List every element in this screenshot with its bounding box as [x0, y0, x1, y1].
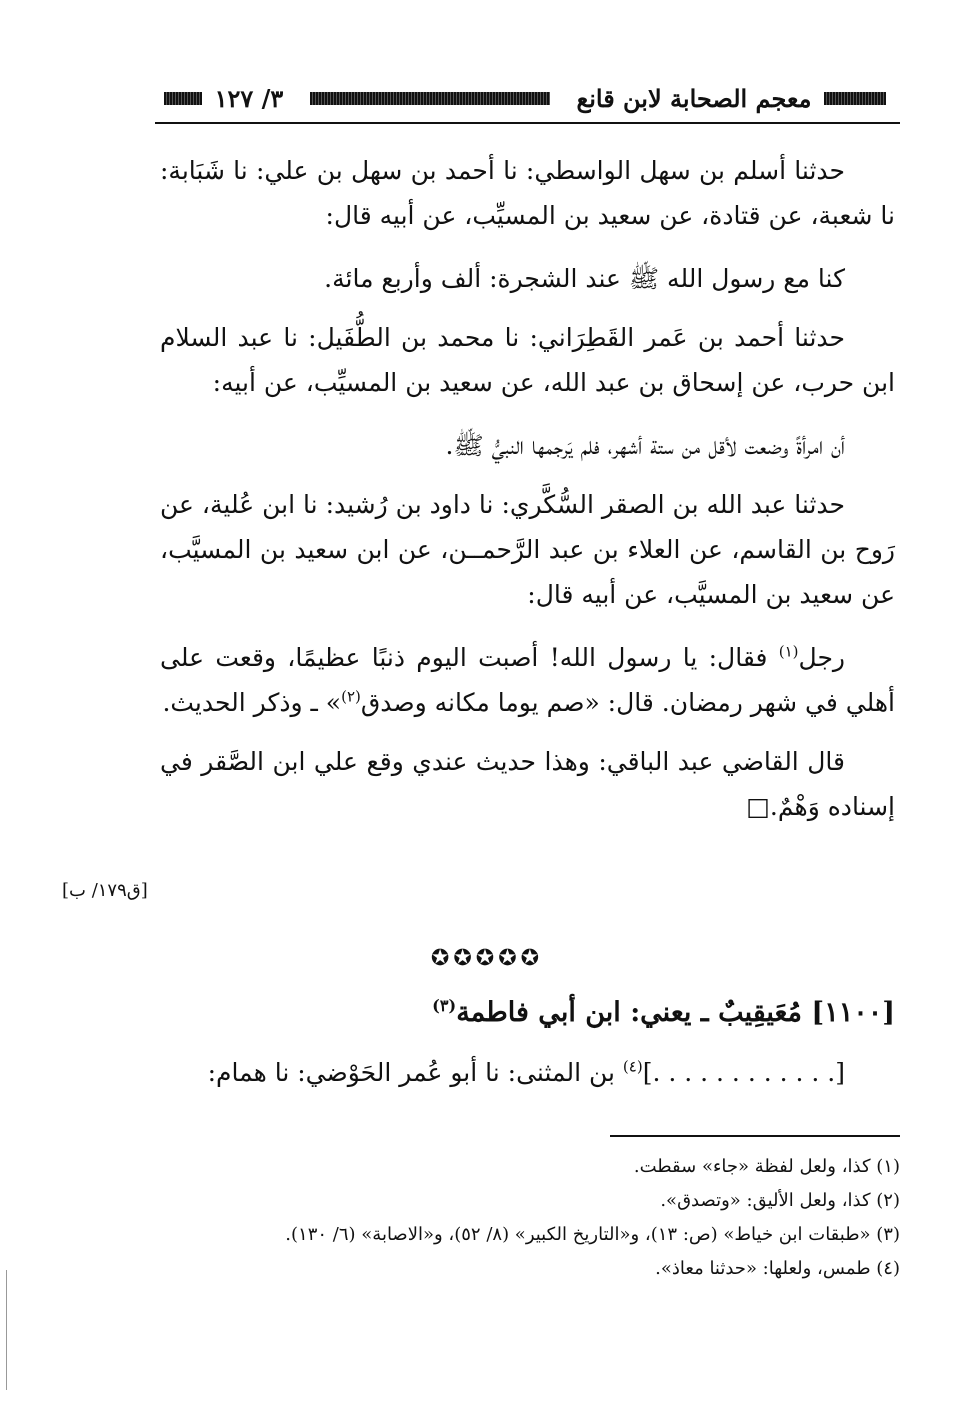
isnad-paragraph-2: حدثنا أحمد بن عَمر القَطِرَاني: نا محمد بن الطُّفَيل: نا عبد السلام ابن حرب، عن إسحاق بن عبد الله، عن سعيد بن المسيِّب، عن أبيه: — [160, 323, 895, 397]
hadith-text-part-1: رجل — [798, 643, 845, 672]
entry-title-text: [١١٠٠] مُعَيقِيبٌ ـ يعني: ابن أبي فاطمة — [456, 997, 895, 1028]
qadi-note: قال القاضي عبد الباقي: وهذا حديث عندي وقع علي ابن الصَّقر في إسناده وَهْمٌ. — [160, 747, 895, 821]
footnote-4: (٤) طمس، ولعلها: «حدثنا معاذ». — [655, 1258, 900, 1279]
running-header — [150, 78, 900, 118]
footnote-2: (٢) كذا، ولعل الأليق: «وتصدق». — [660, 1190, 900, 1211]
hadith-paragraph-1: كنا مع رسول الله ﷺ عند الشجرة: ألف وأربع مائة. — [324, 264, 845, 293]
book-title: معجم الصحابة لابن قانع — [576, 83, 812, 113]
header-rule — [155, 122, 900, 124]
qadi-note-paragraph — [160, 739, 895, 829]
entry-heading — [160, 988, 895, 1038]
section-ornament: ✪✪✪✪✪ — [430, 946, 544, 971]
footnote-ref-3: (٣) — [432, 996, 457, 1015]
main-text — [160, 148, 895, 847]
footnote-ref-4: (٤) — [622, 1057, 643, 1076]
scan-edge-line — [6, 1270, 7, 1390]
header-bar-right — [824, 92, 886, 105]
manuscript-folio-note: [ق١٧٩/ ب] — [62, 880, 148, 901]
hadith-paragraph-2: أن امرأةً وضعت لأقل من ستة أشهر، فلم يَرجمها النبيُّ ﷺ. — [445, 431, 845, 460]
entry-isnad-text: بن المثنى: نا أبو عُمر الحَوْضي: نا همام: — [207, 1058, 623, 1087]
entry-isnad — [160, 1050, 895, 1095]
end-mark: □ — [746, 792, 770, 821]
footnote-ref-1: (١) — [778, 642, 799, 661]
header-bar-middle — [310, 92, 550, 105]
header-bar-left — [164, 92, 202, 105]
page-number: ٣/ ١٢٧ — [214, 83, 284, 113]
hadith-text-part-3: » ـ وذكر الحديث. — [162, 688, 342, 717]
footnote-rule — [610, 1135, 900, 1137]
hadith-text-part-2: فقال: يا رسول الله! أصبت اليوم ذنبًا عظيمًا، وقعت على أهلي في شهر رمضان. قال: «صم يوما مكانه وصدق — [160, 643, 895, 717]
lacuna-gap: [. . . . . . . . . . . .] — [642, 1058, 845, 1087]
isnad-paragraph-3: حدثنا عبد الله بن الصقر السُّكَّري: نا داود بن رُشيد: نا ابن عُلية، عن رَوح بن القاسم، عن العلاء بن عبد الرَّحمــن، عن ابن سعيد بن المسيَّب، عن سعيد بن المسيَّب، عن أبيه قال: — [160, 490, 895, 609]
footnote-1: (١) كذا، ولعل لفظة «جاء» سقطت. — [633, 1156, 900, 1177]
footnotes — [160, 1150, 900, 1286]
footnote-ref-2: (٢) — [341, 687, 361, 706]
footnote-3: (٣) «طبقات ابن خياط» (ص: ١٣)، و«التاريخ الكبير» (٨/ ٥٢)، و«الاصابة» (٦/ ١٣٠). — [285, 1224, 900, 1245]
isnad-paragraph-1: حدثنا أسلم بن سهل الواسطي: نا أحمد بن سهل بن علي: نا شَبَابة: نا شعبة، عن قتادة، عن سعيد بن المسيِّب، عن أبيه قال: — [160, 156, 895, 230]
hadith-paragraph-3 — [160, 635, 895, 725]
